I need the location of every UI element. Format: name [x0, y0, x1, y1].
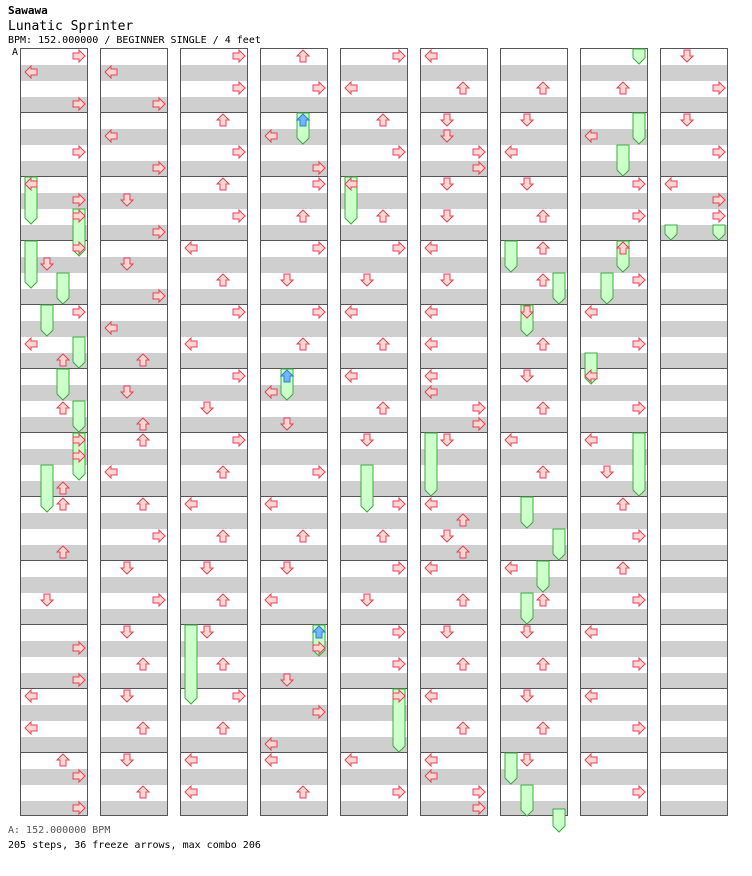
arrow-icon: [312, 705, 326, 719]
column-notes: [420, 48, 488, 816]
column-notes: [100, 48, 168, 816]
arrow-icon: [440, 113, 454, 127]
arrow-icon: [184, 753, 198, 767]
arrow-icon: [456, 657, 470, 671]
arrow-icon: [232, 145, 246, 159]
arrow-icon: [56, 545, 70, 559]
arrow-icon: [184, 497, 198, 511]
arrow-icon: [584, 625, 598, 639]
arrow-icon: [392, 625, 406, 639]
chart-info: BPM: 152.000000 / BEGINNER SINGLE / 4 feet: [8, 35, 261, 46]
arrow-icon: [520, 625, 534, 639]
freeze-arrow-icon: [184, 624, 198, 705]
arrow-icon: [616, 241, 630, 255]
freeze-arrow-icon: [520, 496, 534, 529]
arrow-icon: [120, 625, 134, 639]
freeze-arrow-icon: [56, 368, 70, 401]
arrow-icon: [24, 65, 38, 79]
arrow-icon: [344, 177, 358, 191]
arrow-icon: [392, 561, 406, 575]
arrow-icon: [456, 545, 470, 559]
arrow-icon: [392, 657, 406, 671]
arrow-icon: [72, 673, 86, 687]
arrow-icon: [72, 49, 86, 63]
arrow-icon: [216, 721, 230, 735]
arrow-icon: [120, 257, 134, 271]
arrow-icon: [72, 209, 86, 223]
arrow-icon: [536, 401, 550, 415]
column-notes: [340, 48, 408, 816]
arrow-icon: [104, 465, 118, 479]
arrow-icon: [712, 145, 726, 159]
arrow-icon: [344, 81, 358, 95]
arrow-icon: [72, 769, 86, 783]
arrow-icon: [440, 433, 454, 447]
arrow-icon: [216, 593, 230, 607]
arrow-icon: [24, 177, 38, 191]
freeze-arrow-icon: [536, 560, 550, 593]
freeze-arrow-icon: [24, 240, 38, 289]
arrow-icon: [152, 289, 166, 303]
arrow-icon: [200, 625, 214, 639]
arrow-icon: [344, 369, 358, 383]
arrow-icon: [376, 401, 390, 415]
arrow-icon: [392, 497, 406, 511]
arrow-icon: [264, 385, 278, 399]
arrow-icon: [72, 449, 86, 463]
arrow-icon: [504, 145, 518, 159]
arrow-icon: [440, 273, 454, 287]
arrow-icon: [520, 113, 534, 127]
arrow-icon: [424, 369, 438, 383]
arrow-icon: [104, 65, 118, 79]
freeze-arrow-icon: [72, 400, 86, 433]
arrow-icon: [136, 353, 150, 367]
arrow-icon: [136, 417, 150, 431]
freeze-arrow-icon: [664, 224, 678, 241]
arrow-icon: [264, 129, 278, 143]
arrow-icon: [360, 273, 374, 287]
arrow-icon: [376, 113, 390, 127]
arrow-icon: [312, 625, 326, 639]
freeze-arrow-icon: [360, 464, 374, 513]
arrow-icon: [24, 337, 38, 351]
arrow-icon: [72, 193, 86, 207]
arrow-icon: [184, 337, 198, 351]
arrow-icon: [344, 305, 358, 319]
arrow-icon: [632, 177, 646, 191]
arrow-icon: [392, 241, 406, 255]
arrow-icon: [296, 209, 310, 223]
bpm-legend: A: 152.000000 BPM: [8, 825, 111, 836]
arrow-icon: [216, 529, 230, 543]
arrow-icon: [296, 529, 310, 543]
freeze-arrow-icon: [616, 144, 630, 177]
arrow-icon: [440, 209, 454, 223]
arrow-icon: [296, 785, 310, 799]
arrow-icon: [632, 593, 646, 607]
arrow-icon: [136, 497, 150, 511]
arrow-icon: [520, 177, 534, 191]
column-notes: [660, 48, 728, 816]
arrow-icon: [536, 593, 550, 607]
arrow-icon: [632, 401, 646, 415]
arrow-icon: [280, 273, 294, 287]
arrow-icon: [72, 305, 86, 319]
arrow-icon: [392, 49, 406, 63]
arrow-icon: [712, 81, 726, 95]
arrow-icon: [504, 561, 518, 575]
arrow-icon: [440, 177, 454, 191]
arrow-icon: [72, 641, 86, 655]
arrow-icon: [72, 97, 86, 111]
arrow-icon: [424, 689, 438, 703]
chart-column: [580, 48, 648, 816]
freeze-arrow-icon: [520, 784, 534, 817]
freeze-arrow-icon: [504, 240, 518, 273]
freeze-arrow-icon: [632, 48, 646, 65]
arrow-icon: [56, 497, 70, 511]
bpm-marker: A: [12, 47, 19, 58]
arrow-icon: [104, 129, 118, 143]
arrow-icon: [232, 433, 246, 447]
arrow-icon: [120, 689, 134, 703]
arrow-icon: [104, 321, 118, 335]
arrow-icon: [456, 721, 470, 735]
arrow-icon: [344, 753, 358, 767]
arrow-icon: [72, 801, 86, 815]
freeze-arrow-icon: [520, 592, 534, 625]
arrow-icon: [136, 657, 150, 671]
arrow-icon: [232, 49, 246, 63]
arrow-icon: [536, 273, 550, 287]
arrow-icon: [56, 353, 70, 367]
arrow-icon: [40, 593, 54, 607]
arrow-icon: [632, 785, 646, 799]
arrow-icon: [72, 241, 86, 255]
arrow-icon: [232, 209, 246, 223]
arrow-icon: [72, 145, 86, 159]
freeze-arrow-icon: [72, 336, 86, 369]
arrow-icon: [264, 737, 278, 751]
arrow-icon: [424, 561, 438, 575]
arrow-icon: [536, 209, 550, 223]
chart-column: [180, 48, 248, 816]
arrow-icon: [232, 305, 246, 319]
arrow-icon: [376, 529, 390, 543]
arrow-icon: [312, 241, 326, 255]
arrow-icon: [120, 561, 134, 575]
arrow-icon: [424, 385, 438, 399]
chart-column: [660, 48, 728, 816]
chart-column: [20, 48, 88, 816]
arrow-icon: [312, 641, 326, 655]
arrow-icon: [200, 401, 214, 415]
chart-column: [260, 48, 328, 816]
freeze-arrow-icon: [552, 272, 566, 305]
column-notes: [580, 48, 648, 816]
arrow-icon: [40, 257, 54, 271]
arrow-icon: [296, 113, 310, 127]
arrow-icon: [56, 481, 70, 495]
arrow-icon: [392, 785, 406, 799]
arrow-icon: [136, 785, 150, 799]
arrow-icon: [584, 689, 598, 703]
step-statistics: 205 steps, 36 freeze arrows, max combo 206: [8, 840, 261, 851]
arrow-icon: [424, 305, 438, 319]
arrow-icon: [264, 753, 278, 767]
chart-column: [500, 48, 568, 816]
arrow-icon: [424, 769, 438, 783]
arrow-icon: [712, 193, 726, 207]
arrow-icon: [472, 145, 486, 159]
arrow-icon: [136, 721, 150, 735]
arrow-icon: [616, 497, 630, 511]
arrow-icon: [584, 305, 598, 319]
arrow-icon: [536, 81, 550, 95]
arrow-icon: [376, 209, 390, 223]
arrow-icon: [680, 113, 694, 127]
arrow-icon: [200, 561, 214, 575]
arrow-icon: [392, 689, 406, 703]
arrow-icon: [424, 337, 438, 351]
arrow-icon: [360, 593, 374, 607]
arrow-icon: [424, 497, 438, 511]
arrow-icon: [472, 401, 486, 415]
freeze-arrow-icon: [40, 464, 54, 513]
arrow-icon: [632, 657, 646, 671]
arrow-icon: [296, 337, 310, 351]
arrow-icon: [152, 161, 166, 175]
arrow-icon: [120, 753, 134, 767]
arrow-icon: [152, 97, 166, 111]
arrow-icon: [280, 561, 294, 575]
arrow-icon: [584, 129, 598, 143]
arrow-icon: [296, 49, 310, 63]
arrow-icon: [584, 369, 598, 383]
arrow-icon: [152, 225, 166, 239]
arrow-icon: [56, 753, 70, 767]
arrow-icon: [632, 209, 646, 223]
arrow-icon: [264, 497, 278, 511]
freeze-arrow-icon: [632, 112, 646, 145]
arrow-icon: [232, 369, 246, 383]
arrow-icon: [424, 49, 438, 63]
arrow-icon: [424, 753, 438, 767]
arrow-icon: [184, 785, 198, 799]
arrow-icon: [24, 721, 38, 735]
arrow-icon: [472, 785, 486, 799]
arrow-icon: [616, 561, 630, 575]
arrow-icon: [440, 129, 454, 143]
column-notes: [260, 48, 328, 816]
freeze-arrow-icon: [56, 272, 70, 305]
arrow-icon: [536, 337, 550, 351]
arrow-icon: [520, 369, 534, 383]
arrow-icon: [120, 385, 134, 399]
arrow-icon: [632, 337, 646, 351]
arrow-icon: [632, 273, 646, 287]
arrow-icon: [392, 145, 406, 159]
arrow-icon: [24, 689, 38, 703]
arrow-icon: [216, 465, 230, 479]
arrow-icon: [472, 801, 486, 815]
arrow-icon: [280, 417, 294, 431]
arrow-icon: [456, 593, 470, 607]
arrow-icon: [312, 177, 326, 191]
chart-column: [340, 48, 408, 816]
arrow-icon: [216, 273, 230, 287]
arrow-icon: [280, 369, 294, 383]
arrow-icon: [456, 81, 470, 95]
column-notes: [20, 48, 88, 816]
arrow-icon: [216, 177, 230, 191]
arrow-icon: [536, 465, 550, 479]
arrow-icon: [680, 49, 694, 63]
arrow-icon: [664, 177, 678, 191]
arrow-icon: [536, 241, 550, 255]
arrow-icon: [312, 161, 326, 175]
arrow-icon: [120, 193, 134, 207]
chart-column: [420, 48, 488, 816]
arrow-icon: [136, 433, 150, 447]
freeze-arrow-icon: [424, 432, 438, 497]
arrow-icon: [616, 81, 630, 95]
arrow-icon: [584, 753, 598, 767]
arrow-icon: [440, 529, 454, 543]
arrow-icon: [456, 513, 470, 527]
arrow-icon: [184, 241, 198, 255]
arrow-icon: [584, 433, 598, 447]
freeze-arrow-icon: [552, 528, 566, 561]
arrow-icon: [520, 689, 534, 703]
arrow-icon: [152, 593, 166, 607]
chart-column: [100, 48, 168, 816]
freeze-arrow-icon: [504, 752, 518, 785]
arrow-icon: [536, 721, 550, 735]
arrow-icon: [632, 529, 646, 543]
arrow-icon: [232, 689, 246, 703]
arrow-icon: [520, 753, 534, 767]
arrow-icon: [216, 113, 230, 127]
arrow-icon: [472, 417, 486, 431]
arrow-icon: [72, 433, 86, 447]
arrow-icon: [216, 657, 230, 671]
arrow-icon: [152, 529, 166, 543]
arrow-icon: [312, 81, 326, 95]
arrow-icon: [712, 209, 726, 223]
song-title: Lunatic Sprinter: [8, 19, 134, 34]
arrow-icon: [312, 465, 326, 479]
freeze-arrow-icon: [600, 272, 614, 305]
column-notes: [500, 48, 568, 816]
freeze-arrow-icon: [632, 432, 646, 497]
arrow-icon: [440, 625, 454, 639]
arrow-icon: [632, 721, 646, 735]
arrow-icon: [424, 241, 438, 255]
arrow-icon: [280, 673, 294, 687]
arrow-icon: [312, 305, 326, 319]
freeze-arrow-icon: [40, 304, 54, 337]
arrow-icon: [376, 337, 390, 351]
arrow-icon: [56, 401, 70, 415]
column-notes: [180, 48, 248, 816]
arrow-icon: [520, 305, 534, 319]
arrow-icon: [504, 433, 518, 447]
arrow-icon: [360, 433, 374, 447]
arrow-icon: [536, 657, 550, 671]
arrow-icon: [264, 593, 278, 607]
arrow-icon: [232, 81, 246, 95]
arrow-icon: [472, 161, 486, 175]
freeze-arrow-icon: [712, 224, 726, 241]
arrow-icon: [600, 465, 614, 479]
freeze-arrow-icon: [552, 808, 566, 833]
artist-name: Sawawa: [8, 4, 48, 17]
